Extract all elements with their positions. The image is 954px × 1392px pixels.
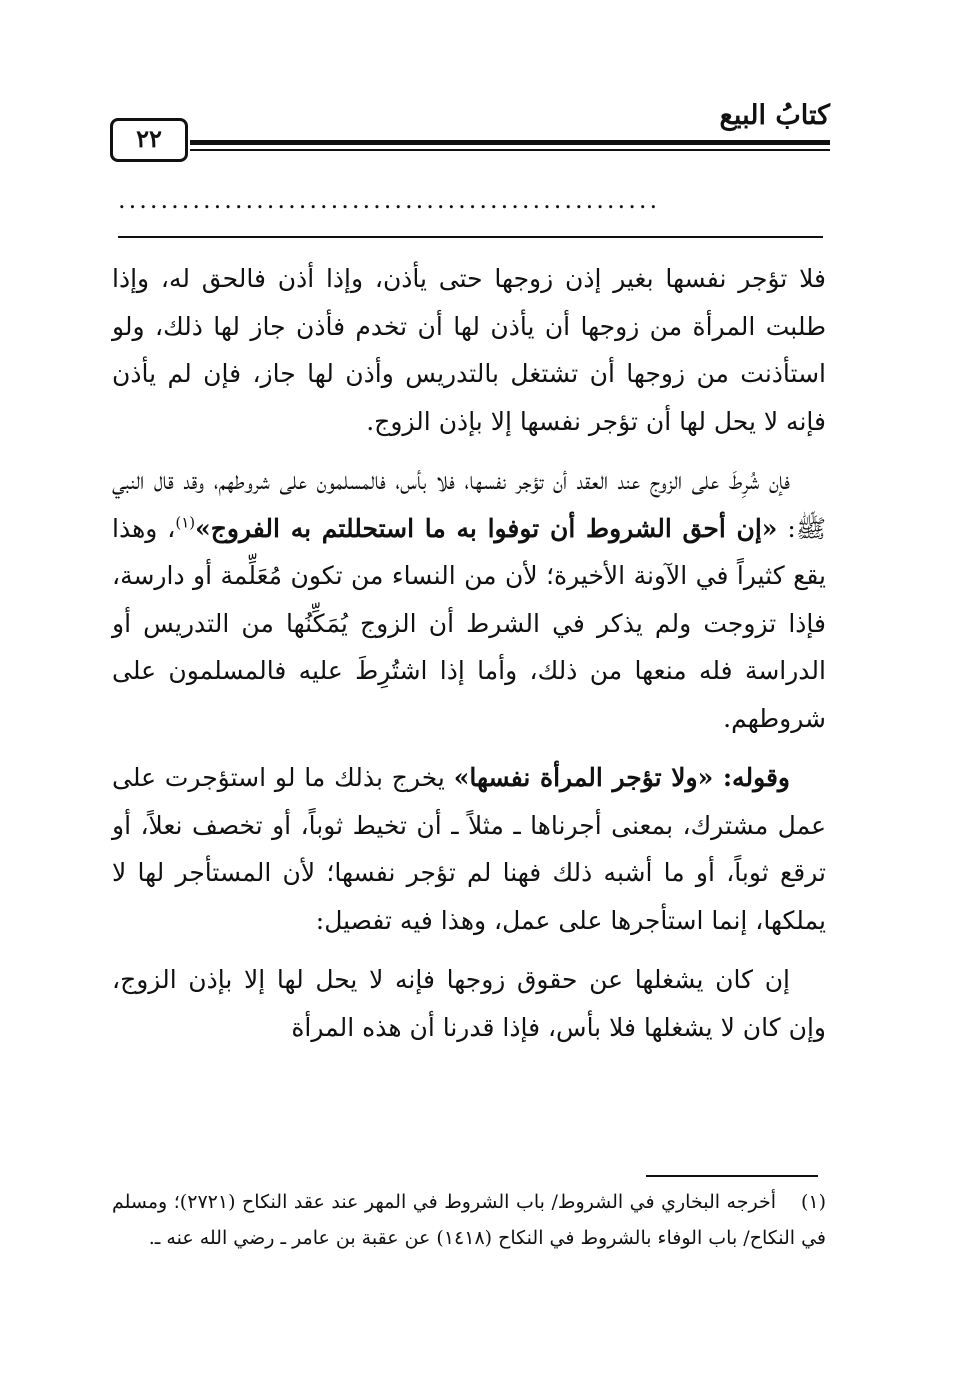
header-rule-thick	[110, 140, 830, 145]
footnote-text: أخرجه البخاري في الشروط/ باب الشروط في المهر عند عقد النكاح (٢٧٢١)؛ ومسلم في النكاح/ باب الوفاء بالشروط في النكاح (١٤١٨) عن عقبة بن عامر ـ رضي الله عنه ـ.	[112, 1191, 826, 1249]
page-number: ٢٢	[110, 118, 188, 162]
header-rule-thin	[110, 149, 830, 151]
main-text	[112, 255, 826, 1051]
book-title: كتابُ البيع	[719, 100, 830, 131]
paragraph-3	[112, 754, 826, 944]
separator-line	[118, 236, 823, 238]
paragraph-1: فلا تؤجر نفسها بغير إذن زوجها حتى يأذن، وإذا أذن فالحق له، وإذا طلبت المرأة من زوجها أن يأذن لها أن تخدم فأذن جاز لها ذلك، ولو استأذنت من زوجها أن تشتغل بالتدريس وأذن لها جاز، فإن لم يأذن فإنه لا يحل لها أن تؤجر نفسها إلا بإذن الزوج.	[112, 264, 826, 436]
footnote-number: (١)	[800, 1191, 826, 1213]
ellipsis-dots: ...................................................	[118, 186, 661, 214]
footnotes	[112, 1184, 826, 1256]
matn-quote: وقوله: «ولا تؤجر المرأة نفسها»	[453, 763, 791, 792]
paragraph-2-rest: ، وهذا يقع كثيراً في الآونة الأخيرة؛ لأن من النساء من تكون مُعَلِّمة أو دارسة، فإذا تزوجت ولم يذكر في الشرط أن الزوج يُمَكِّنُها من التدريس أو الدراسة فله منعها من ذلك، وأما إذا اشتُرِطَ عليه فالمسلمون على شروطهم.	[112, 513, 826, 733]
footnote-rule	[646, 1175, 818, 1177]
paragraph-2-intro: فإن شُرِطَ على الزوج عند العقد أن تؤجر نفسها، فلا بأس، فالمسلمون على شروطهم، وقد قال النبي ﷺ:	[112, 466, 827, 543]
paragraph-2	[112, 457, 826, 742]
paragraph-4: إن كان يشغلها عن حقوق زوجها فإنه لا يحل لها إلا بإذن الزوج، وإن كان لا يشغلها فلا بأس، فإذا قدرنا أن هذه المرأة	[112, 965, 826, 1042]
page-header	[110, 100, 830, 160]
hadith-quote: «إن أحق الشروط أن توفوا به ما استحللتم به الفروج»	[195, 513, 778, 543]
footnote-item	[112, 1184, 826, 1256]
footnote-ref: (١)	[175, 513, 196, 532]
paragraph-3-text: يخرج بذلك ما لو استؤجرت على عمل مشترك، بمعنى أجرناها ـ مثلاً ـ أن تخيط ثوباً، أو تخصف نعلاً، أو ترقع ثوباً، أو ما أشبه ذلك فهنا لم تؤجر نفسها؛ لأن المستأجر لها لا يملكها، إنما استأجرها على عمل، وهذا فيه تفصيل:	[112, 763, 826, 935]
